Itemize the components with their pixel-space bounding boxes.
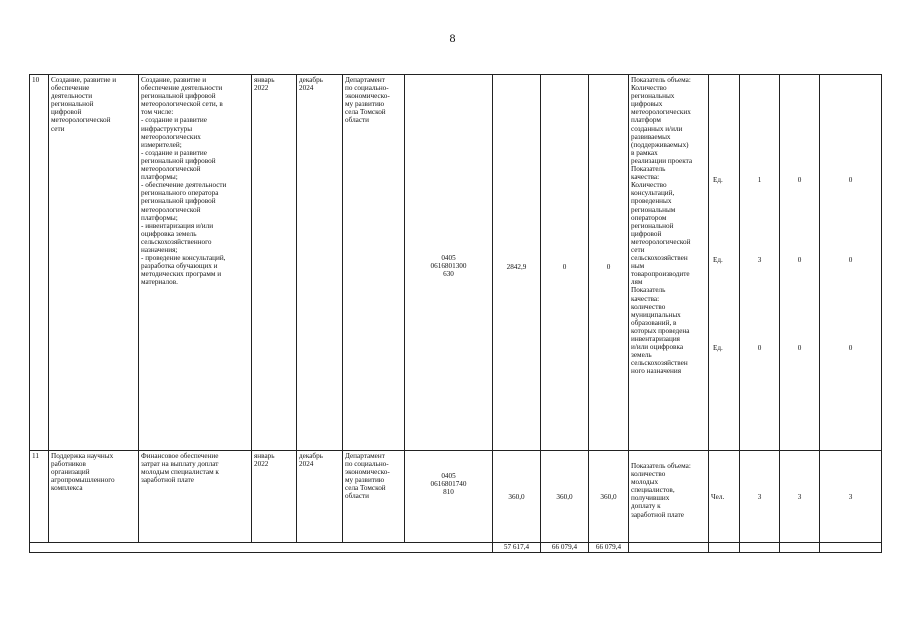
description-line: региональной цифровой [141, 197, 216, 206]
description-line: метеорологических [141, 132, 201, 141]
totals-empty [740, 543, 780, 553]
description-line: - обеспечение деятельности [141, 181, 227, 190]
description-line: методических программ и [141, 270, 222, 279]
budget-code-line: 0616801740 [430, 480, 467, 489]
indicator-values-1 [740, 75, 780, 451]
description-line: заработной плате [141, 476, 194, 485]
description-line: регионального оператора [141, 189, 219, 198]
indicator-value: 0 [797, 344, 802, 352]
description-line: измерителей; [141, 140, 182, 149]
amount-year-3: 360,0 [589, 451, 629, 543]
indicator-line: получивших [631, 494, 670, 503]
indicator-line: заработной плате [631, 510, 684, 519]
description-line: разработка обучающих и [141, 262, 218, 271]
description-line: - создание и развитие [141, 116, 207, 125]
start-date-line: 2022 [254, 460, 269, 469]
totals-row [30, 543, 882, 553]
indicator-line: количество [631, 470, 666, 479]
table-row [30, 451, 882, 543]
indicator-line: региональным [631, 205, 676, 214]
indicator-line: проведенных [631, 197, 672, 206]
budget-code [405, 75, 493, 451]
indicator-line: цифровых [631, 100, 663, 109]
activity-name-line: обеспечение [51, 84, 90, 93]
indicator-line: Количество [631, 181, 667, 190]
indicator-values-3: 3 [820, 451, 882, 543]
executor-line: по социально- [345, 460, 389, 469]
description-line: материалов. [141, 278, 178, 287]
executor-line: села Томской [345, 484, 386, 493]
executor-line: му развитию [345, 100, 385, 109]
description-line: региональной цифровой [141, 156, 216, 165]
indicator-line: метеорологической [631, 237, 691, 246]
indicator-value: 0 [848, 344, 853, 352]
indicator-unit: Ед. [713, 256, 723, 264]
indicators [629, 75, 709, 451]
executor-line: по социально- [345, 84, 389, 93]
activity-name-line: Создание, развитие и [51, 76, 117, 84]
description-line: затрат на выплату доплат [141, 460, 219, 469]
activity-name-line: работников [51, 460, 86, 469]
end-date-line: декабрь [299, 452, 323, 460]
executor-line: Департамент [345, 452, 385, 460]
indicator-line: качества: [631, 294, 660, 303]
indicator-value: 0 [797, 176, 802, 184]
amount-year-3: 0 [589, 75, 629, 451]
budget-code-line: 0616801300 [430, 262, 467, 271]
end-date [297, 75, 343, 451]
indicator-values-2 [780, 75, 820, 451]
indicator-line: количество [631, 302, 666, 311]
indicator-line: молодых [631, 478, 659, 487]
amount-year-1: 2842,9 [493, 75, 541, 451]
indicator-line: (поддерживаемых) [631, 140, 689, 149]
executor-line: экономическо- [345, 92, 390, 101]
total-year-1: 57 617,4 [493, 543, 541, 553]
description-line: платформы; [141, 173, 178, 182]
indicator-value: 0 [757, 344, 762, 352]
executor [343, 451, 405, 543]
indicator-line: доплату к [631, 502, 661, 511]
page-number: 8 [449, 31, 456, 45]
executor-line: Департамент [345, 76, 385, 84]
indicator-line: Показатель объема: [631, 462, 691, 470]
indicator-line: качества: [631, 173, 660, 182]
budget-code-line: 0405 [441, 472, 456, 480]
start-date-line: 2022 [254, 84, 269, 93]
indicator-line: консультаций, [631, 189, 675, 198]
amount-year-2: 360,0 [541, 451, 589, 543]
indicator-line: и/или оцифровка [631, 343, 684, 352]
description-line: - инвентаризация и/или [141, 221, 214, 230]
description-line: молодым специалистам к [141, 468, 219, 477]
indicator-line: Показатель объема: [631, 76, 691, 84]
description-line: платформы; [141, 213, 178, 222]
indicator-value: 0 [797, 256, 802, 264]
description-line: обеспечение деятельности [141, 84, 223, 93]
total-year-3: 66 079,4 [589, 543, 629, 553]
program-activities-table [29, 74, 882, 553]
indicator-line: реализации проекта [631, 156, 693, 165]
activity-name-line: региональной [51, 100, 94, 109]
activity-description [139, 451, 252, 543]
indicator-value: 0 [848, 256, 853, 264]
indicators [629, 451, 709, 543]
indicator-line: муниципальных [631, 310, 681, 319]
indicator-line: инвентаризация [631, 335, 680, 343]
activity-name-line: деятельности [51, 92, 93, 101]
indicator-line: образований, в [631, 318, 677, 327]
indicator-units [709, 75, 740, 451]
indicator-line: оператором [631, 213, 667, 222]
indicator-line: лям [631, 278, 643, 287]
indicator-line: в рамках [631, 148, 658, 157]
description-line: Создание, развитие и [141, 76, 207, 84]
activity-name-line: агропромышленного [51, 476, 115, 485]
indicator-line: земель [631, 351, 652, 360]
description-line: - создание и развитие [141, 148, 207, 157]
activity-name-line: сети [51, 124, 65, 133]
activity-description [139, 75, 252, 451]
indicator-value: 1 [757, 176, 762, 184]
totals-label-cell [30, 543, 493, 553]
amount-year-1: 360,0 [493, 451, 541, 543]
totals-empty [820, 543, 882, 553]
table-row [30, 75, 882, 451]
indicator-line: Показатель [631, 165, 666, 174]
start-date-line: январь [254, 452, 275, 460]
end-date-line: декабрь [299, 76, 323, 84]
activity-name [49, 451, 139, 543]
indicator-value: 0 [848, 176, 853, 184]
description-line: назначения; [141, 245, 178, 254]
budget-code [405, 451, 493, 543]
indicator-line: товаропроизводите [631, 270, 690, 279]
indicator-line: ного назначения [631, 367, 682, 376]
amount-year-2: 0 [541, 75, 589, 451]
row-number: 11 [30, 451, 49, 543]
description-line: том числе: [141, 108, 174, 117]
budget-code-line: 810 [443, 488, 454, 497]
description-line: оцифровка земель [141, 229, 197, 238]
indicator-line: региональной [631, 221, 674, 230]
budget-code-line: 630 [443, 270, 454, 279]
executor-line: области [345, 116, 370, 125]
indicator-values-2: 3 [780, 451, 820, 543]
end-date-line: 2024 [299, 460, 314, 469]
end-date-line: 2024 [299, 84, 314, 93]
activity-name-line: цифровой [51, 108, 82, 117]
indicator-line: сети [631, 245, 645, 254]
budget-code-line: 0405 [441, 254, 456, 262]
indicator-line: Количество [631, 84, 667, 93]
executor [343, 75, 405, 451]
end-date [297, 451, 343, 543]
description-line: инфраструктуры [141, 124, 193, 133]
description-line: - проведение консультаций, [141, 254, 226, 263]
totals-empty [709, 543, 740, 553]
indicator-value: 3 [757, 256, 762, 264]
description-line: сельскохозяйственного [141, 237, 212, 246]
indicator-values-3 [820, 75, 882, 451]
activity-name-line: метеорологической [51, 116, 111, 125]
indicator-line: метеорологических [631, 108, 691, 117]
activity-name-line: организаций [51, 468, 90, 477]
totals-empty [780, 543, 820, 553]
indicator-line: созданных и/или [631, 124, 683, 133]
activity-name [49, 75, 139, 451]
description-line: метеорологической сети, в [141, 100, 223, 109]
start-date [252, 451, 297, 543]
executor-line: села Томской [345, 108, 386, 117]
activity-name-line: комплекса [51, 484, 83, 493]
indicator-unit: Ед. [713, 176, 723, 184]
indicator-line: ным [631, 262, 645, 271]
executor-line: му развитию [345, 476, 385, 485]
activity-name-line: Поддержка научных [51, 452, 114, 460]
indicator-line: специалистов, [631, 486, 675, 495]
indicator-line: Показатель [631, 286, 666, 295]
indicator-line: развиваемых [631, 132, 671, 141]
start-date [252, 75, 297, 451]
indicator-values-1: 3 [740, 451, 780, 543]
indicator-line: которых проведена [631, 326, 690, 335]
executor-line: области [345, 492, 370, 501]
description-line: Финансовое обеспечение [141, 452, 219, 460]
description-line: метеорологической [141, 165, 201, 174]
indicator-units: Чел. [709, 451, 740, 543]
description-line: региональной цифровой [141, 92, 216, 101]
indicator-line: цифровой [631, 229, 662, 238]
start-date-line: январь [254, 76, 275, 84]
totals-empty [629, 543, 709, 553]
description-line: метеорологической [141, 205, 201, 214]
indicator-line: платформ [631, 116, 661, 125]
indicator-line: сельскохозяйствен [631, 359, 688, 368]
indicator-line: региональных [631, 92, 675, 101]
total-year-2: 66 079,4 [541, 543, 589, 553]
indicator-unit: Ед. [713, 344, 723, 352]
executor-line: экономическо- [345, 468, 390, 477]
indicator-line: сельскохозяйствен [631, 254, 688, 263]
row-number: 10 [30, 75, 49, 451]
